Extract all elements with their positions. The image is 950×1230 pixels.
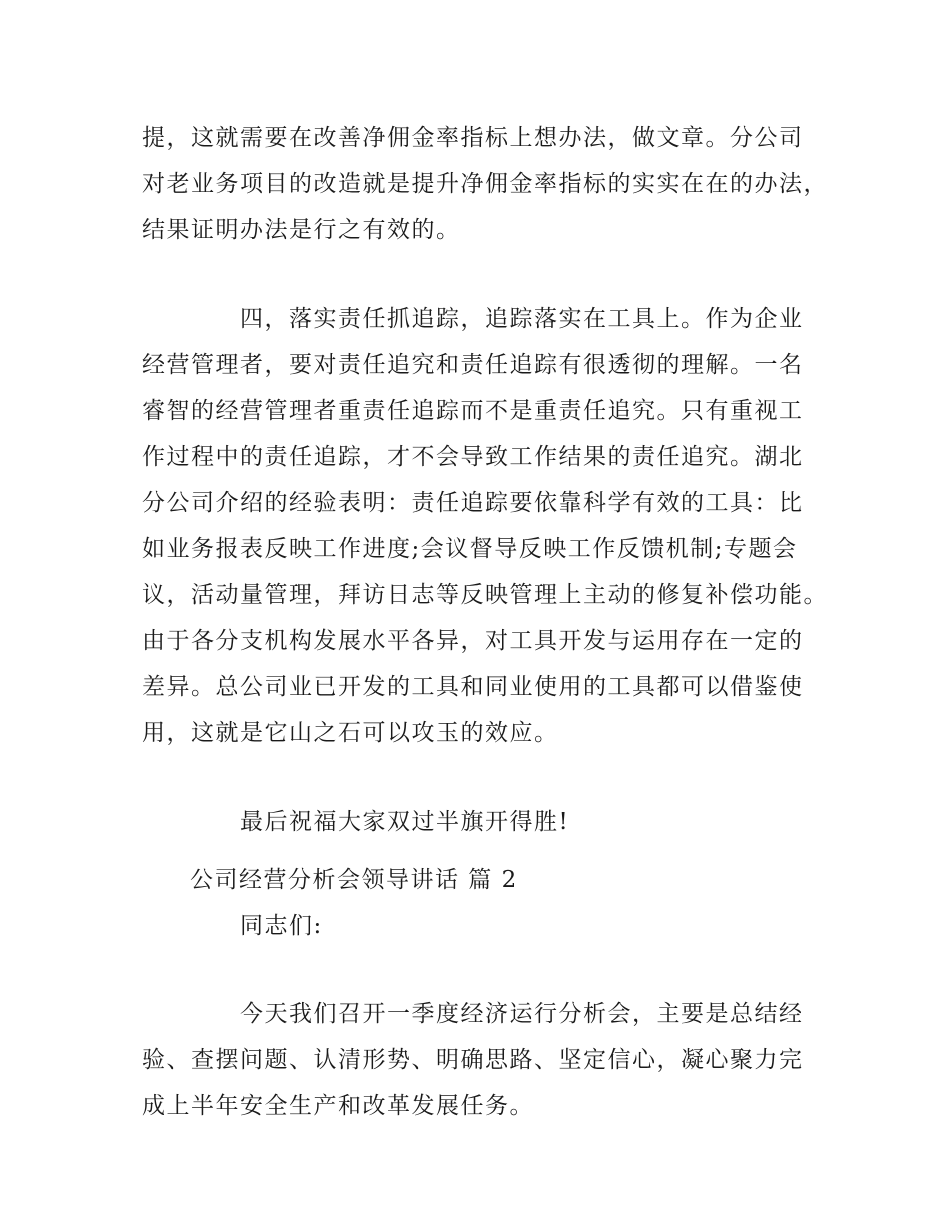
- paragraph-6-line-2: 验、查摆问题、认清形势、明确思路、坚定信心，凝心聚力完: [142, 1047, 804, 1073]
- paragraph-2-line-9: 差异。总公司业已开发的工具和同业使用的工具都可以借鉴使: [142, 674, 804, 700]
- paragraph-2-line-5: 分公司介绍的经验表明：责任追踪要依靠科学有效的工具：比: [142, 490, 804, 516]
- paragraph-2-line-10: 用，这就是它山之石可以攻玉的效应。: [142, 720, 559, 746]
- paragraph-2-line-1: 四，落实责任抓追踪，追踪落实在工具上。作为企业: [240, 306, 804, 332]
- paragraph-6-line-3: 成上半年安全生产和改革发展任务。: [142, 1093, 534, 1119]
- paragraph-1-line-1: 提，这就需要在改善净佣金率指标上想办法，做文章。分公司: [142, 125, 804, 151]
- closing-wish: 最后祝福大家双过半旗开得胜!: [240, 809, 570, 835]
- greeting: 同志们:: [240, 913, 323, 939]
- paragraph-1-line-3: 结果证明办法是行之有效的。: [142, 217, 461, 243]
- paragraph-1-line-2: 对老业务项目的改造就是提升净佣金率指标的实实在在的办法，: [142, 171, 828, 197]
- paragraph-2-line-8: 由于各分支机构发展水平各异，对工具开发与运用存在一定的: [142, 628, 804, 654]
- paragraph-2-line-2: 经营管理者，要对责任追究和责任追踪有很透彻的理解。一名: [142, 352, 804, 378]
- paragraph-2-line-3: 睿智的经营管理者重责任追踪而不是重责任追究。只有重视工: [142, 398, 804, 424]
- paragraph-2-line-6: 如业务报表反映工作进度;会议督导反映工作反馈机制;专题会: [142, 536, 798, 562]
- paragraph-6-line-1: 今天我们召开一季度经济运行分析会，主要是总结经: [240, 1001, 804, 1027]
- section-title: 公司经营分析会领导讲话 篇 2: [190, 867, 518, 893]
- paragraph-2-line-4: 作过程中的责任追踪，才不会导致工作结果的责任追究。湖北: [142, 444, 804, 470]
- paragraph-2-line-7: 议，活动量管理，拜访日志等反映管理上主动的修复补偿功能。: [142, 582, 828, 608]
